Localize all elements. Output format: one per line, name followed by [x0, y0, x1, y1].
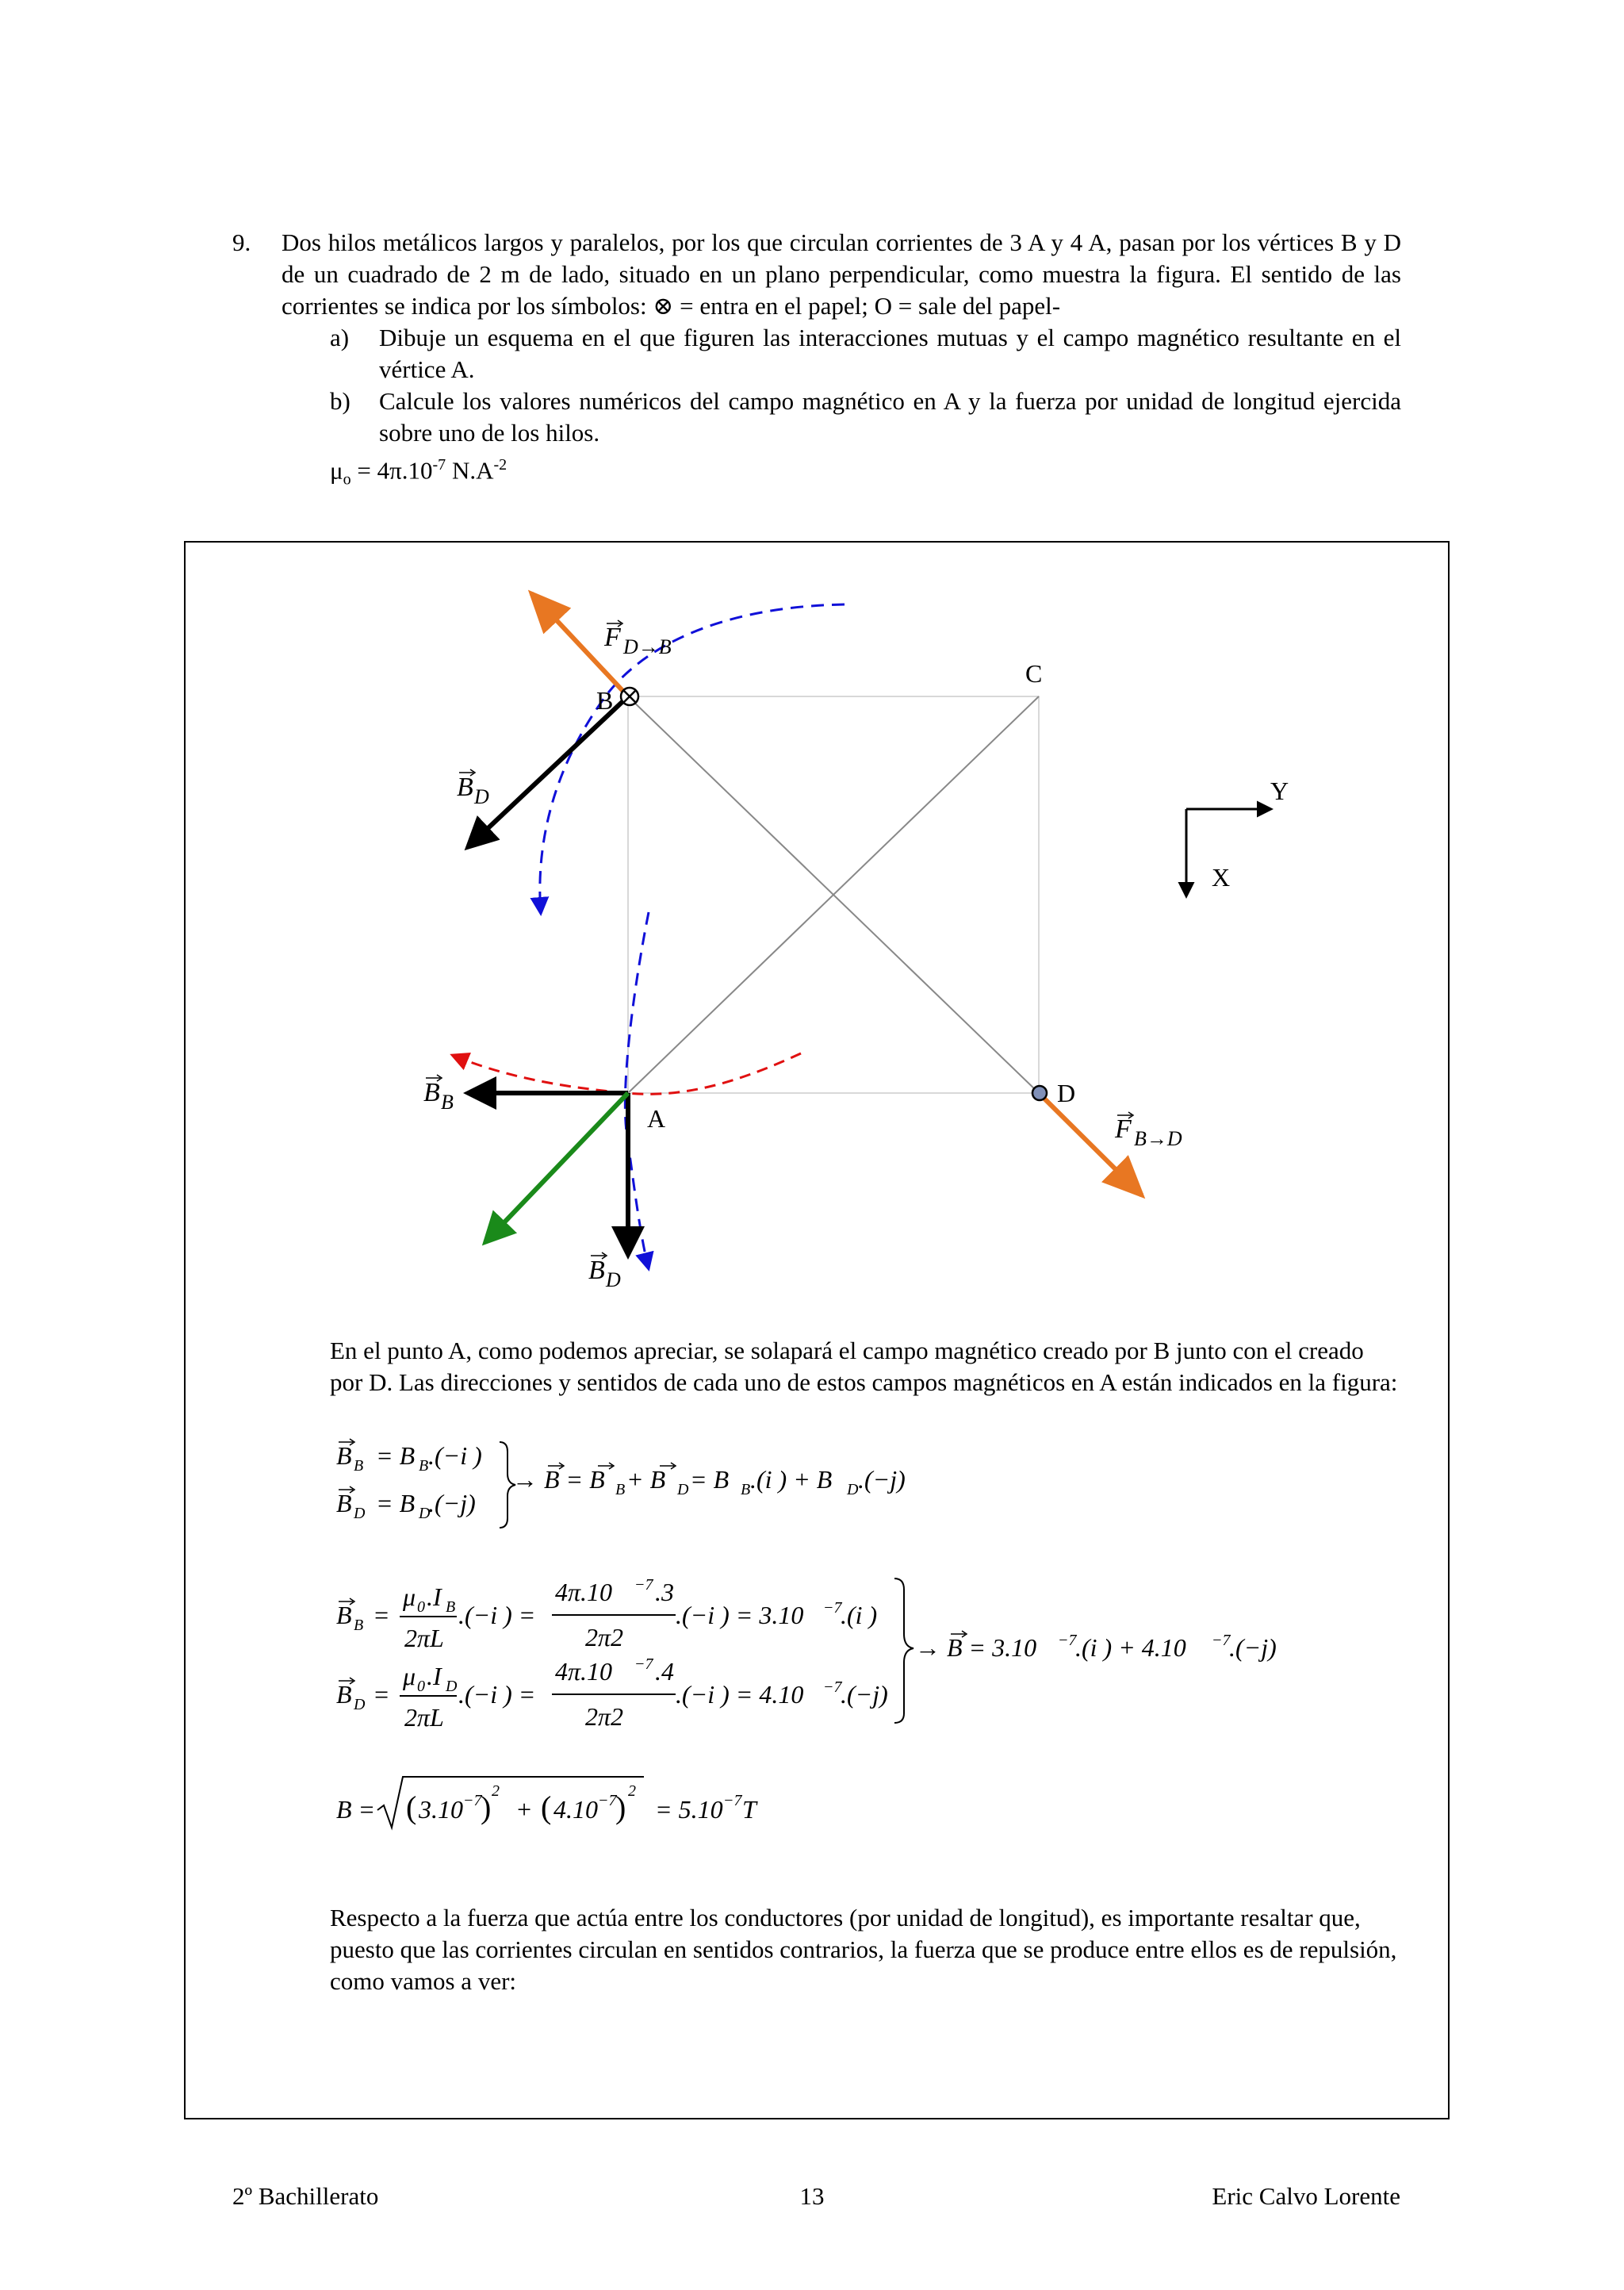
vertex-label-d: D [1057, 1079, 1076, 1107]
eq1-sum-sub3: B [741, 1481, 751, 1498]
problem-text: Dos hilos metálicos largos y paralelos, por los que circulan corrientes de 3 A y 4 A, pasan por los vértices B y D de un cuadrado de 2 m de lado, situado en un plano perpendicular, como muestra la figura. El sentido de las corrientes se indica por los símbolos: ⊗ = entra en el papel; O = sale del papel- [282, 228, 1401, 320]
eq1-sum-sub1: B [615, 1481, 626, 1498]
eq2-exp7-b: −7 [634, 1576, 653, 1594]
eq1-bd-dir: .(−j) [428, 1489, 476, 1517]
eq2-res-b: .(−i ) = 3.10 [676, 1601, 804, 1629]
footer-page-number: 13 [799, 2182, 825, 2210]
eq2-eq: = [373, 1601, 390, 1629]
solution-intro: En el punto A, como podemos apreciar, se solapará el campo magnético creado por B junto con el creado por D. Las direcciones y sentidos de cada uno de estos campos magnéticos en A están indicados en la figura: [330, 1337, 1398, 1396]
eq2-num-mu-sub-d: 0 [417, 1678, 425, 1695]
mu-unit: N.A [446, 456, 494, 485]
eq2-num-i: .I [427, 1582, 442, 1611]
eq1-dir2: .(−j) [858, 1465, 906, 1494]
eq3-exp1: −7 [463, 1792, 482, 1809]
eq2-num2-d-end: .4 [655, 1657, 674, 1686]
eq2-num2-b-end: .3 [655, 1578, 674, 1606]
eq1-bb-lhs: B [336, 1441, 352, 1470]
mu-unit-exp: -2 [493, 456, 508, 474]
eq1-bb-rhs: = B [376, 1441, 416, 1470]
eq2-num2-d: 4π.10 [555, 1657, 613, 1686]
item-label: b) [330, 387, 350, 415]
eq2-total-exp2: −7 [1212, 1632, 1231, 1649]
eq1-plus: + B [626, 1465, 666, 1494]
eq2-den2-b: 2π2 [585, 1623, 624, 1651]
eq2-bb-lhs: B [336, 1601, 352, 1629]
eq2-total-exp1: −7 [1058, 1632, 1077, 1649]
eq2-num2-b: 4π.10 [555, 1578, 613, 1606]
vec-letter: F [604, 623, 621, 652]
eq1-bb-rhs-sub: B [419, 1457, 429, 1475]
eq2-total-end: .(−j) [1229, 1633, 1277, 1662]
vec-letter: B [423, 1078, 440, 1107]
axis-label-x: X [1212, 863, 1231, 892]
eq1-bd-lhs: B [336, 1489, 352, 1517]
axis-label-y: Y [1270, 777, 1289, 805]
eq2-bd-lhs-sub: D [354, 1696, 366, 1713]
eq1-sum-sub2: D [677, 1481, 689, 1498]
eq2-den2-d: 2π2 [585, 1702, 624, 1731]
vec-letter: B [457, 773, 473, 802]
eq3-paren-close-1: ) [481, 1789, 492, 1825]
eq3-lhs: B = [336, 1795, 376, 1824]
eq2-dir-i-d: .(−i ) = [458, 1680, 536, 1709]
eq3-unit: T [742, 1795, 756, 1824]
mu-sub: o [343, 470, 351, 489]
eq3-plus: + [515, 1795, 533, 1824]
eq2-eq-d: = [373, 1680, 390, 1709]
eq2-total-mid: .(i ) + 4.10 [1075, 1633, 1186, 1662]
eq2-num-mu-sub: 0 [417, 1598, 425, 1616]
solution-conclusion: Respecto a la fuerza que actúa entre los conductores (por unidad de longitud), es importante resaltar que, puesto que las corrientes circulan en sentidos contrarios, la fuerza que se produce entre ellos es de repulsión, como vamos a ver: [330, 1904, 1397, 1995]
equation-field-values [336, 1576, 1277, 1732]
vec-sub: D [474, 785, 489, 808]
vec-sub: D [606, 1268, 621, 1291]
eq3-paren-close-2: ) [615, 1789, 626, 1825]
eq2-brace [894, 1578, 914, 1723]
eq3-sq1: 2 [492, 1782, 500, 1800]
equation-field-components [336, 1439, 906, 1528]
eq1-bd-lhs-sub: D [354, 1505, 366, 1522]
eq2-num-i-sub-b: B [446, 1598, 456, 1616]
eq2-num-i-d: .I [427, 1662, 442, 1690]
eq2-num-mu: μ [403, 1582, 416, 1611]
vec-letter: B [588, 1256, 605, 1285]
eq3-rhs-exp: −7 [723, 1792, 742, 1809]
mu-eq: = 4π.10 [350, 456, 433, 485]
eq3-term2: 4.10 [553, 1795, 598, 1824]
item-text: Calcule los valores numéricos del campo magnético en A y la fuerza por unidad de longitud ejercida sobre uno de los hilos. [379, 387, 1401, 447]
eq3-exp2: −7 [598, 1792, 617, 1809]
eq2-num-mu-d: μ [403, 1662, 416, 1690]
eq2-total: → B = 3.10 [915, 1633, 1037, 1662]
mu-exp: -7 [432, 456, 446, 474]
eq1-dir1: .(i ) + B [750, 1465, 833, 1494]
item-text: Dibuje un esquema en el que figuren las interacciones mutuas y el campo magnético resultante en el vértice A. [379, 324, 1401, 383]
footer-author: Eric Calvo Lorente [1212, 2182, 1400, 2210]
eq1-sum-sub4: D [847, 1481, 859, 1498]
eq1-sum: → B = B [512, 1465, 605, 1494]
eq2-exp7-d: −7 [634, 1655, 653, 1673]
eq3-sq2: 2 [628, 1782, 636, 1800]
eq3-term1: 3.10 [419, 1795, 463, 1824]
eq2-res-d-end: .(−j) [841, 1680, 888, 1709]
eq2-bb-lhs-sub: B [354, 1617, 364, 1634]
eq1-eqb: = B [690, 1465, 730, 1494]
eq3-paren-open-1: ( [406, 1789, 417, 1825]
vec-sub: B→D [1134, 1127, 1182, 1150]
eq2-bd-lhs: B [336, 1680, 352, 1709]
eq2-den-d: 2πL [404, 1703, 444, 1732]
vec-letter: F [1115, 1114, 1132, 1144]
eq1-brace [500, 1442, 515, 1528]
vertex-label-c: C [1025, 659, 1043, 688]
vertex-label-a: A [647, 1104, 666, 1133]
eq2-res-b-exp: −7 [823, 1599, 842, 1617]
eq3-rhs: = 5.10 [655, 1795, 723, 1824]
vec-sub: B [441, 1091, 454, 1114]
eq2-res-d-exp: −7 [823, 1678, 842, 1696]
vertex-label-b: B [596, 686, 614, 715]
vec-sub: D→B [623, 635, 672, 658]
mu-symbol: μ [330, 456, 343, 485]
eq1-bb-lhs-sub: B [354, 1457, 364, 1475]
problem-number: 9. [232, 228, 251, 256]
eq1-bd-rhs: = B [376, 1489, 416, 1517]
footer-course: 2º Bachillerato [232, 2182, 379, 2210]
item-label: a) [330, 324, 350, 351]
eq1-bd-rhs-sub: D [419, 1505, 431, 1522]
eq2-res-b-end: .(i ) [841, 1601, 878, 1629]
eq2-dir-i: .(−i ) = [458, 1601, 536, 1629]
eq1-bb-dir: .(−i ) [428, 1441, 482, 1470]
eq2-num-i-sub-d: D [446, 1678, 458, 1695]
eq2-den: 2πL [404, 1624, 444, 1652]
equation-magnitude [336, 1777, 758, 1828]
eq2-res-d: .(−i ) = 4.10 [676, 1680, 804, 1709]
eq3-paren-open-2: ( [541, 1789, 552, 1825]
